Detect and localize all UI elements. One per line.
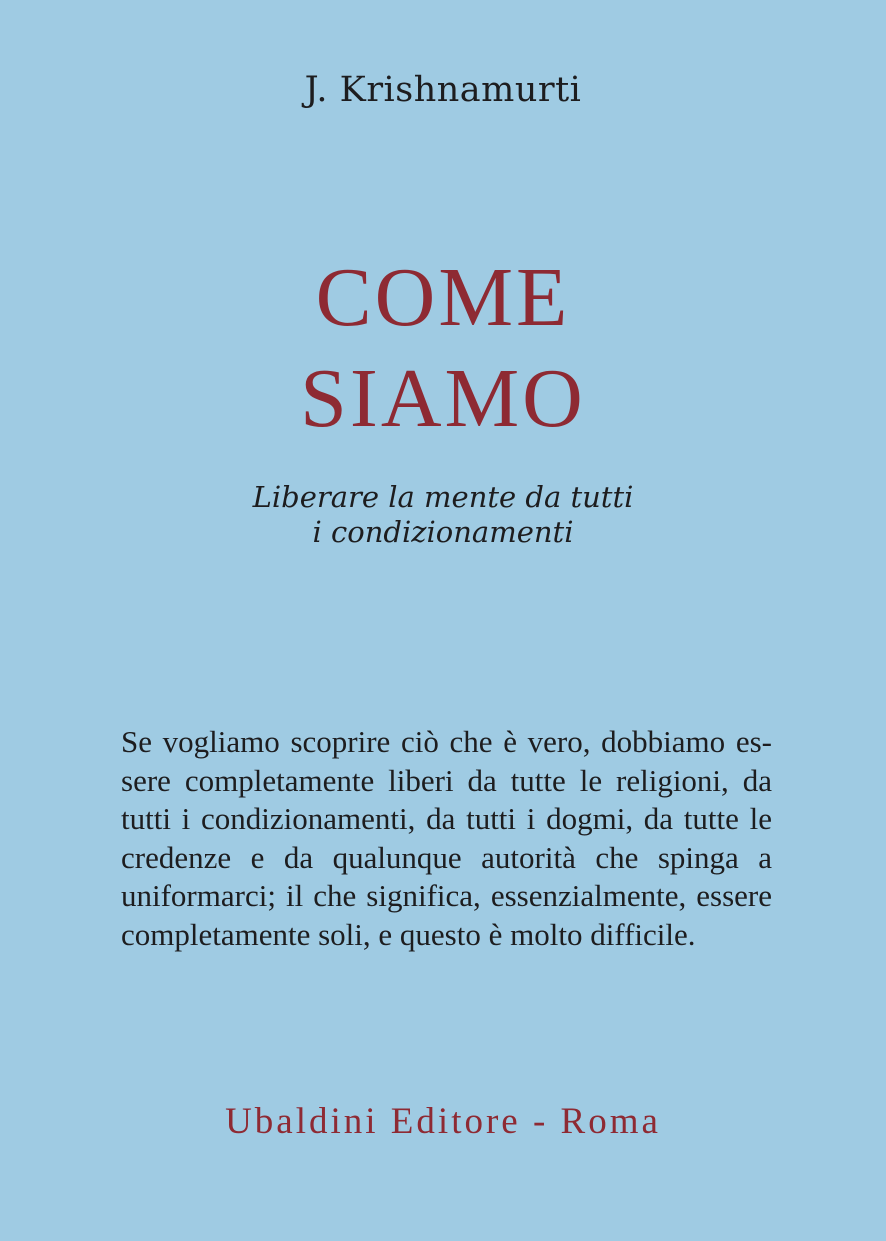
cover-blurb: Se vogliamo scoprire ciò che è vero, dobbiamo essere completamente liberi da tutte le religioni, da tutti i condizionamenti, da tutti i dogmi, da tutte le credenze e da qualunque autorità che spinga a uniformarci; il che significa, essenzialmente, essere completamente soli, e questo è molto difficile. [121,724,772,952]
subtitle-line-2: i condizionamenti [312,515,574,549]
subtitle-line-1: Liberare la mente da tutti [252,480,634,514]
book-title-line-1: COME [315,251,571,344]
publisher-name: Ubaldini Editore - Roma [225,1101,661,1142]
book-title-line-2: SIAMO [300,352,586,445]
author-name: J. Krishnamurti [304,70,582,110]
